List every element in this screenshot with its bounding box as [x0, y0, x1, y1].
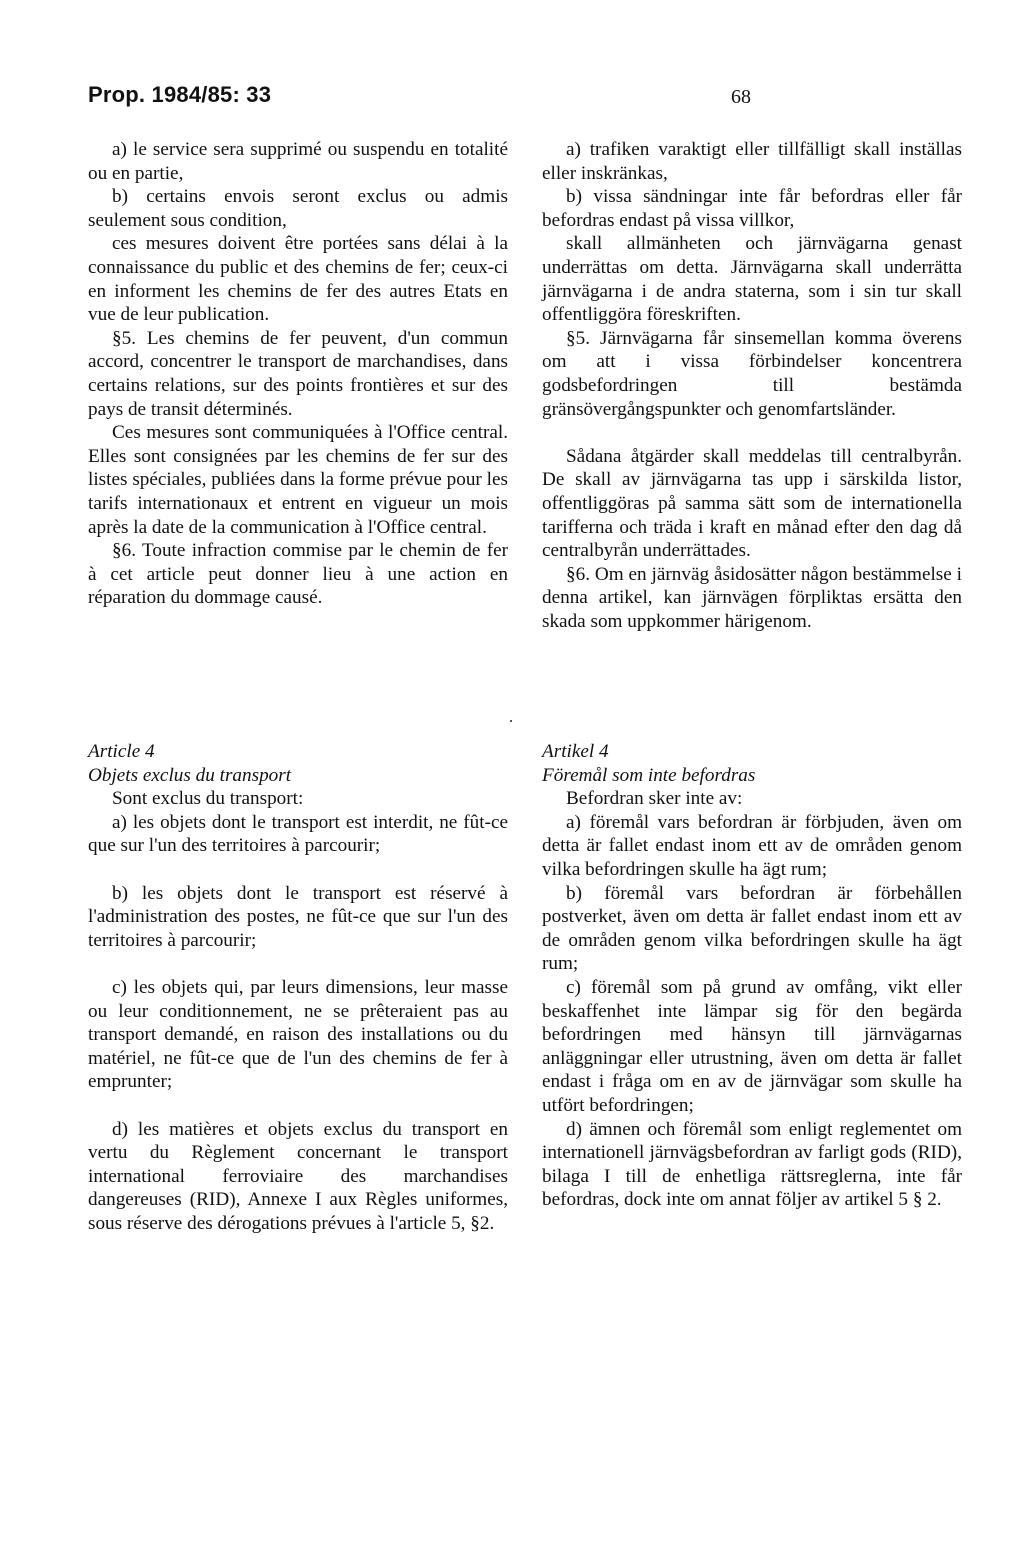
swedish-column-top [542, 138, 962, 633]
french-paragraph: Ces mesures sont communiquées à l'Office central. Elles sont consignées par les chemins de fer sur des listes spéciales, publiées dans la forme prévue pour les tarifs internationaux et entrent en vigueur un mois après la date de la communication à l'Office central. [88, 422, 508, 538]
french-paragraph: d) les matières et objets exclus du transport en vertu du Règlement concernant le transport international ferroviaire des marchandises dangereuses (RID), Annexe I aux Règles uniformes, sous réserve des dérogations prévues à l'article 5, §2. [88, 1118, 508, 1234]
french-column-top [88, 138, 508, 610]
french-paragraph: c) les objets qui, par leurs dimensions, leur masse ou leur conditionnement, ne se prêteraient pas au transport demandé, en raison des installations ou du matériel, ne fût-ce que de l'un des chemins de fer à emprunter; [88, 976, 508, 1093]
swedish-paragraph: a) trafiken varaktigt eller tillfälligt skall inställas eller inskränkas, [542, 139, 962, 184]
swedish-paragraph: Sådana åtgärder skall meddelas till centralbyrån. De skall av järnvägarna tas upp i särskilda listor, offentliggöras på samma sätt som de internationella tarifferna och träda i kraft en månad efter den dag då centralbyrån underrättades. [542, 445, 962, 562]
swedish-paragraph: b) föremål vars befordran är förbehållen postverket, även om detta är fallet endast inom ett av de områden genom vilka befordringen skulle ha ägt rum; [542, 882, 962, 975]
swedish-paragraph: §5. Järnvägarna får sinsemellan komma överens om att i vissa förbindelser koncentrera godsbefordringen till bestämda gränsövergångspunkter och genomfartsländer. [542, 327, 962, 420]
french-paragraph: a) le service sera supprimé ou suspendu en totalité ou en partie, [88, 139, 508, 184]
french-paragraph: §5. Les chemins de fer peuvent, d'un commun accord, concentrer le transport de marchandises, dans certains relations, sur des points frontières et sur des pays de transit déterminés. [88, 327, 508, 420]
french-paragraph: ces mesures doivent être portées sans délai à la connaissance du public et des chemins de fer; ceux-ci en informent les chemins de fer des autres Etats en vue de leur publication. [88, 233, 508, 326]
french-paragraph: a) les objets dont le transport est interdit, ne fût-ce que sur l'un des territoires à parcourir; [88, 811, 508, 857]
article-title: Article 4 [88, 741, 155, 762]
swedish-paragraph: §6. Om en järnväg åsidosätter någon bestämmelse i denna artikel, kan järnvägen förpliktas ersätta den skada som uppkommer härigenom. [542, 563, 962, 632]
swedish-article-4 [542, 740, 962, 1212]
french-article-4 [88, 740, 508, 1235]
article-title: Artikel 4 [542, 741, 609, 762]
swedish-paragraph: d) ämnen och föremål som enligt reglementet om internationell järnvägsbefordran av farligt gods (RID), bilaga I till de enhetliga rättsreglerna, inte får befordras, dock inte om annat följer av artikel 5 § 2. [542, 1118, 962, 1211]
french-paragraph: §6. Toute infraction commise par le chemin de fer à cet article peut donner lieu à une action en réparation du dommage causé. [88, 540, 508, 609]
swedish-paragraph: Befordran sker inte av: [566, 788, 743, 810]
french-paragraph: b) les objets dont le transport est réservé à l'administration des postes, ne fût-ce que sur l'un des territoires à parcourir; [88, 882, 508, 951]
french-paragraph: Sont exclus du transport: [112, 788, 304, 810]
article-subtitle: Föremål som inte befordras [542, 764, 756, 786]
page-number: 68 [731, 86, 751, 108]
swedish-paragraph: skall allmänheten och järnvägarna genast underrättas om detta. Järnvägarna skall underrätta järnvägarna i de andra staterna, som i sin tur skall offentliggöra föreskriften. [542, 233, 962, 326]
swedish-paragraph: a) föremål vars befordran är förbjuden, även om detta är fallet endast inom ett av de områden genom vilka befordringen skulle ha ägt rum; [542, 811, 962, 880]
french-paragraph: b) certains envois seront exclus ou admis seulement sous condition, [88, 186, 508, 231]
document-reference: Prop. 1984/85: 33 [88, 82, 272, 107]
swedish-paragraph: b) vissa sändningar inte får befordras eller får befordras endast på vissa villkor, [542, 186, 962, 231]
stray-mark [510, 720, 512, 722]
swedish-paragraph: c) föremål som på grund av omfång, vikt eller beskaffenhet inte lämpar sig för den begärda befordringen med hänsyn till järnvägarnas anläggningar eller utrustning, även om detta är fallet endast i fråga om en av de järnvägar som skulle ha utfört befordringen; [542, 976, 962, 1116]
article-subtitle: Objets exclus du transport [88, 764, 292, 786]
